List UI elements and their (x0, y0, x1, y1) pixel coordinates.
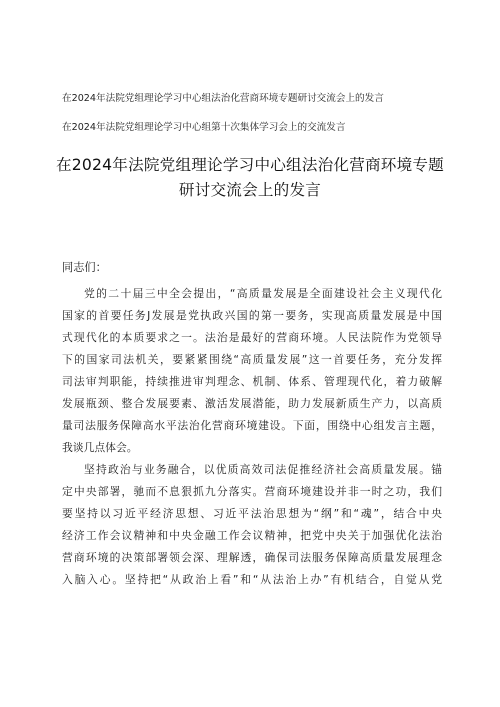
title-line: 在2024年法院党组理论学习中心组法治化营商环境专题 (56, 156, 444, 174)
paragraph-line: 党的二十届三中全会提出，“高质量发展是全面建设社会主义现代化 (84, 287, 442, 300)
paragraph-line: 下的国家司法机关，要紧紧围绕“高质量发展”这一首要任务，充分发挥 (62, 353, 442, 366)
title-line: 研讨交流会上的发言 (178, 181, 322, 199)
paragraph-line: 坚持政治与业务融合，以优质高效司法促推经济社会高质量发展。锚 (84, 463, 442, 476)
paragraph-line: 量司法服务保障高水平法治化营商环境建设。下面，围绕中心组发言主题， (62, 419, 442, 432)
body-paragraph (62, 283, 442, 459)
paragraph-line: 司法审判职能，持续推进审判理念、机制、体系、管理现代化，着力破解 (62, 375, 442, 388)
body-paragraph (62, 459, 442, 591)
paragraph-line: 发展瓶颈、整合发展要素、激活发展潜能，助力发展新质生产力，以高质 (62, 397, 442, 410)
paragraph-line: 营商环境的决策部署领会深、理解透，确保司法服务保障高质量发展理念 (62, 551, 442, 564)
greeting: 同志们： (62, 261, 107, 274)
toc-item[interactable]: 在2024年法院党组理论学习中心组法治化营商环境专题研讨交流会上的发言 (62, 93, 384, 104)
paragraph-line: 定中央部署，驰而不息狠抓九分落实。营商环境建设并非一时之功，我们 (62, 485, 442, 498)
toc-item[interactable]: 在2024年法院党组理论学习中心组第十次集体学习会上的交流发言 (62, 122, 346, 133)
paragraph-line: 经济工作会议精神和中央金融工作会议精神，把党中央关于加强优化法治 (62, 529, 442, 542)
document-body (62, 283, 442, 591)
paragraph-line: 要坚持以习近平经济思想、习近平法治思想为“纲”和“魂”，结合中央 (62, 507, 442, 520)
paragraph-line: 式现代化的本质要求之一。法治是最好的营商环境。人民法院作为党领导 (62, 331, 442, 344)
document-title (40, 153, 460, 203)
paragraph-line: 我谈几点体会。 (62, 441, 138, 454)
paragraph-line: 国家的首要任务J发展是党执政兴国的第一要务，实现高质量发展是中国 (62, 309, 442, 322)
table-of-contents (62, 92, 462, 150)
paragraph-line: 入脑入心。坚持把“从政治上看”和“从法治上办”有机结合，自觉从党 (62, 573, 442, 586)
